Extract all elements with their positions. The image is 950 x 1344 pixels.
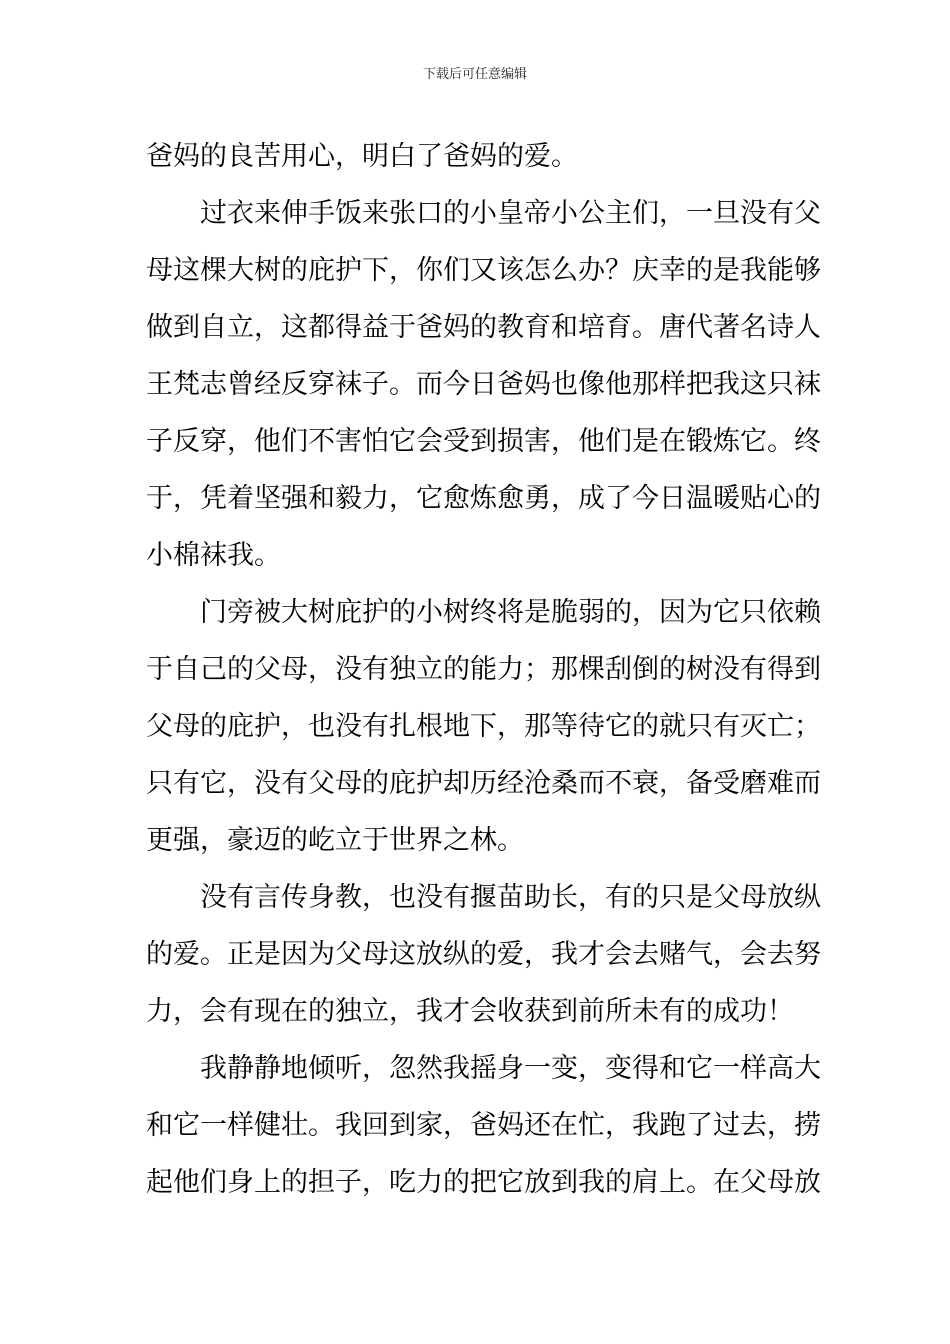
text-line: 我静静地倾听，忽然我摇身一变，变得和它一样高大 — [200, 1053, 821, 1084]
text-line: 起他们身上的担子，吃力的把它放到我的肩上。在父母放 — [146, 1167, 821, 1198]
text-line: 母这棵大树的庇护下，你们又该怎么办？庆幸的是我能够 — [146, 255, 821, 286]
text-line: 于，凭着坚强和毅力，它愈炼愈勇，成了今日温暖贴心的 — [146, 483, 821, 514]
text-line: 过衣来伸手饭来张口的小皇帝小公主们，一旦没有父 — [200, 198, 821, 229]
text-line: 子反穿，他们不害怕它会受到损害，他们是在锻炼它。终 — [146, 426, 821, 457]
text-line: 做到自立，这都得益于爸妈的教育和培育。唐代著名诗人 — [146, 312, 821, 343]
document-body — [146, 128, 821, 1211]
page-header: 下载后可任意编辑 — [422, 67, 527, 82]
text-line: 的爱。正是因为父母这放纵的爱，我才会去赌气，会去努 — [146, 939, 821, 970]
text-line: 爸妈的良苦用心，明白了爸妈的爱。 — [146, 141, 578, 172]
text-line: 没有言传身教，也没有揠苗助长，有的只是父母放纵 — [200, 882, 821, 913]
text-line: 于自己的父母，没有独立的能力；那棵刮倒的树没有得到 — [146, 654, 821, 685]
text-line: 王梵志曾经反穿袜子。而今日爸妈也像他那样把我这只袜 — [146, 369, 821, 400]
text-line: 力，会有现在的独立，我才会收获到前所未有的成功！ — [146, 996, 794, 1027]
text-line: 门旁被大树庇护的小树终将是脆弱的，因为它只依赖 — [200, 597, 821, 628]
text-line: 只有它，没有父母的庇护却历经沧桑而不衰，备受磨难而 — [146, 768, 821, 799]
text-line: 小棉袜我。 — [146, 540, 281, 571]
text-line: 和它一样健壮。我回到家，爸妈还在忙，我跑了过去，捞 — [146, 1110, 821, 1141]
text-line: 更强，豪迈的屹立于世界之林。 — [146, 825, 524, 856]
text-line: 父母的庇护，也没有扎根地下，那等待它的就只有灭亡； — [146, 711, 821, 742]
